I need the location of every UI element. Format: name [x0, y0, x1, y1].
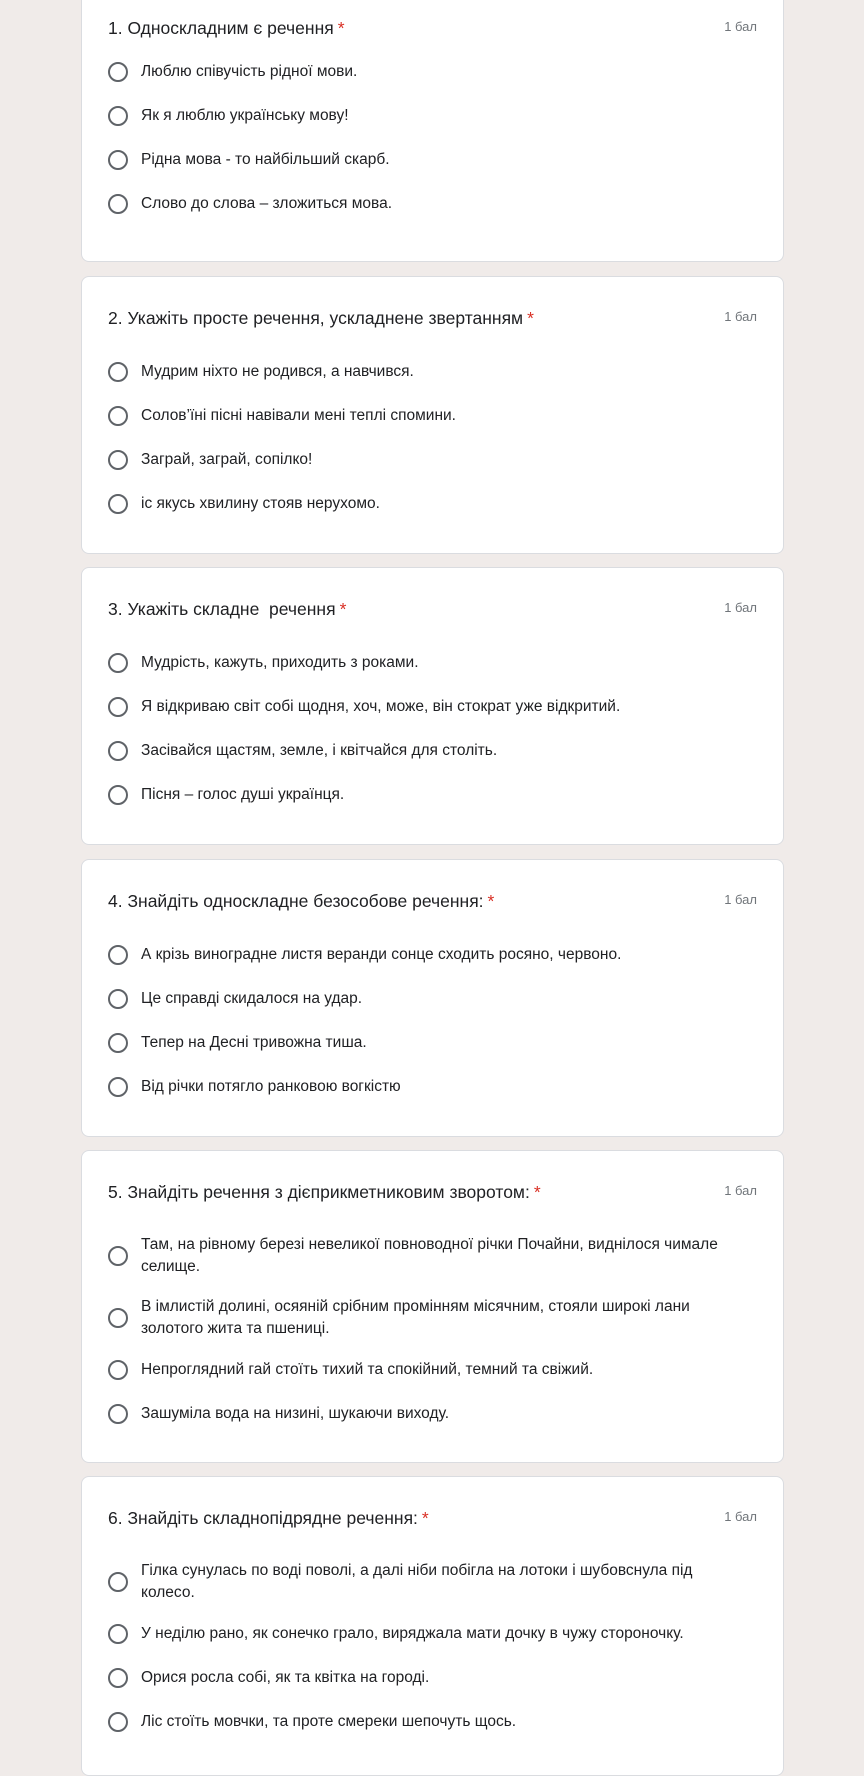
radio-circle-icon[interactable]	[108, 1360, 128, 1380]
option-label: Заграй, заграй, сопілко!	[141, 451, 313, 468]
options-list	[108, 360, 743, 536]
option-radio[interactable]	[108, 1234, 743, 1278]
option-label: іс якусь хвилину стояв нерухомо.	[141, 495, 380, 512]
option-label: Орися росла собі, як та квітка на городі.	[141, 1669, 430, 1686]
radio-circle-icon[interactable]	[108, 785, 128, 805]
option-label: В імлистій долині, осяяній срібним промінням місячним, стояли широкі лани золотого жита та пшениці.	[141, 1298, 690, 1337]
required-asterisk: *	[487, 891, 495, 911]
points-label: 1 бал	[724, 1509, 757, 1524]
option-radio[interactable]	[108, 695, 743, 719]
option-label: А крізь виноградне листя веранди сонце сходить росяно, червоно.	[141, 946, 622, 963]
option-radio[interactable]	[108, 1666, 743, 1690]
radio-circle-icon[interactable]	[108, 1246, 128, 1266]
option-label: Слово до слова – зложиться мова.	[141, 195, 393, 212]
radio-circle-icon[interactable]	[108, 106, 128, 126]
radio-circle-icon[interactable]	[108, 653, 128, 673]
option-radio[interactable]	[108, 1358, 743, 1382]
option-label: Від річки потягло ранковою вогкістю	[141, 1078, 401, 1095]
question-title: 2. Укажіть просте речення, ускладнене звертанням *	[108, 308, 534, 328]
option-label: Рідна мова - то найбільший скарб.	[141, 151, 390, 168]
required-asterisk: *	[339, 599, 347, 619]
option-label: Зашуміла вода на низині, шукаючи виходу.	[141, 1405, 450, 1422]
option-radio[interactable]	[108, 1710, 743, 1734]
option-radio[interactable]	[108, 651, 743, 675]
question-title: 3. Укажіть складне речення *	[108, 599, 347, 619]
radio-circle-icon[interactable]	[108, 1404, 128, 1424]
question-card-1	[81, 0, 784, 262]
radio-circle-icon[interactable]	[108, 194, 128, 214]
radio-circle-icon[interactable]	[108, 1572, 128, 1592]
question-card-2	[81, 276, 784, 554]
radio-circle-icon[interactable]	[108, 450, 128, 470]
option-radio[interactable]	[108, 739, 743, 763]
radio-circle-icon[interactable]	[108, 1308, 128, 1328]
radio-circle-icon[interactable]	[108, 1033, 128, 1053]
option-label: Люблю співучість рідної мови.	[141, 63, 358, 80]
radio-circle-icon[interactable]	[108, 406, 128, 426]
question-card-5	[81, 1150, 784, 1463]
option-radio[interactable]	[108, 360, 743, 384]
option-radio[interactable]	[108, 192, 743, 216]
option-radio[interactable]	[108, 492, 743, 516]
option-label: У неділю рано, як сонечко грало, виряджала мати дочку в чужу стороночку.	[141, 1625, 684, 1642]
radio-circle-icon[interactable]	[108, 1712, 128, 1732]
option-radio[interactable]	[108, 148, 743, 172]
question-card-3	[81, 567, 784, 845]
option-radio[interactable]	[108, 943, 743, 967]
option-radio[interactable]	[108, 987, 743, 1011]
points-label: 1 бал	[724, 1183, 757, 1198]
radio-circle-icon[interactable]	[108, 362, 128, 382]
option-label: Гілка сунулась по воді поволі, а далі ніби побігла на лотоки і шубовснула під колесо.	[141, 1562, 693, 1601]
question-title: 6. Знайдіть складнопідрядне речення: *	[108, 1508, 429, 1528]
option-label: Як я люблю українську мову!	[141, 107, 349, 124]
radio-circle-icon[interactable]	[108, 494, 128, 514]
option-radio[interactable]	[108, 60, 743, 84]
option-label: Це справді скидалося на удар.	[141, 990, 363, 1007]
option-radio[interactable]	[108, 404, 743, 428]
radio-circle-icon[interactable]	[108, 1624, 128, 1644]
radio-circle-icon[interactable]	[108, 62, 128, 82]
option-label: Пісня – голос душі українця.	[141, 786, 345, 803]
question-card-6	[81, 1476, 784, 1776]
question-title: 5. Знайдіть речення з дієприкметниковим зворотом: *	[108, 1182, 541, 1202]
options-list	[108, 943, 743, 1119]
points-label: 1 бал	[724, 19, 757, 34]
radio-circle-icon[interactable]	[108, 989, 128, 1009]
option-radio[interactable]	[108, 783, 743, 807]
options-list	[108, 1560, 743, 1754]
radio-circle-icon[interactable]	[108, 150, 128, 170]
required-asterisk: *	[527, 308, 534, 328]
option-label: Мудрість, кажуть, приходить з роками.	[141, 654, 419, 671]
option-label: Я відкриваю світ собі щодня, хоч, може, він стократ уже відкритий.	[141, 698, 621, 715]
option-radio[interactable]	[108, 1402, 743, 1426]
required-asterisk: *	[337, 18, 345, 38]
options-list	[108, 60, 743, 236]
option-radio[interactable]	[108, 448, 743, 472]
options-list	[108, 651, 743, 827]
option-label: Непроглядний гай стоїть тихий та спокійний, темний та свіжий.	[141, 1361, 594, 1378]
question-title: 4. Знайдіть односкладне безособове речення: *	[108, 891, 495, 911]
question-title: 1. Односкладним є речення *	[108, 18, 345, 38]
radio-circle-icon[interactable]	[108, 697, 128, 717]
points-label: 1 бал	[724, 892, 757, 907]
radio-circle-icon[interactable]	[108, 1077, 128, 1097]
options-list	[108, 1234, 743, 1446]
option-radio[interactable]	[108, 1560, 743, 1604]
required-asterisk: *	[533, 1182, 541, 1202]
radio-circle-icon[interactable]	[108, 945, 128, 965]
option-label: Засівайся щастям, земле, і квітчайся для століть.	[141, 742, 498, 759]
option-label: Солов’їні пісні навівали мені теплі спомини.	[141, 407, 456, 424]
radio-circle-icon[interactable]	[108, 741, 128, 761]
option-label: Там, на рівному березі невеликої повноводної річки Почайни, виднілося чимале селище.	[141, 1236, 718, 1275]
points-label: 1 бал	[724, 600, 757, 615]
points-label: 1 бал	[724, 309, 757, 324]
radio-circle-icon[interactable]	[108, 1668, 128, 1688]
option-label: Ліс стоїть мовчки, та проте смереки шепочуть щось.	[141, 1713, 517, 1730]
option-label: Мудрим ніхто не родився, а навчився.	[141, 363, 414, 380]
option-radio[interactable]	[108, 1031, 743, 1055]
option-label: Тепер на Десні тривожна тиша.	[141, 1034, 367, 1051]
option-radio[interactable]	[108, 104, 743, 128]
option-radio[interactable]	[108, 1622, 743, 1646]
required-asterisk: *	[421, 1508, 429, 1528]
option-radio[interactable]	[108, 1075, 743, 1099]
question-card-4	[81, 859, 784, 1137]
option-radio[interactable]	[108, 1296, 743, 1340]
